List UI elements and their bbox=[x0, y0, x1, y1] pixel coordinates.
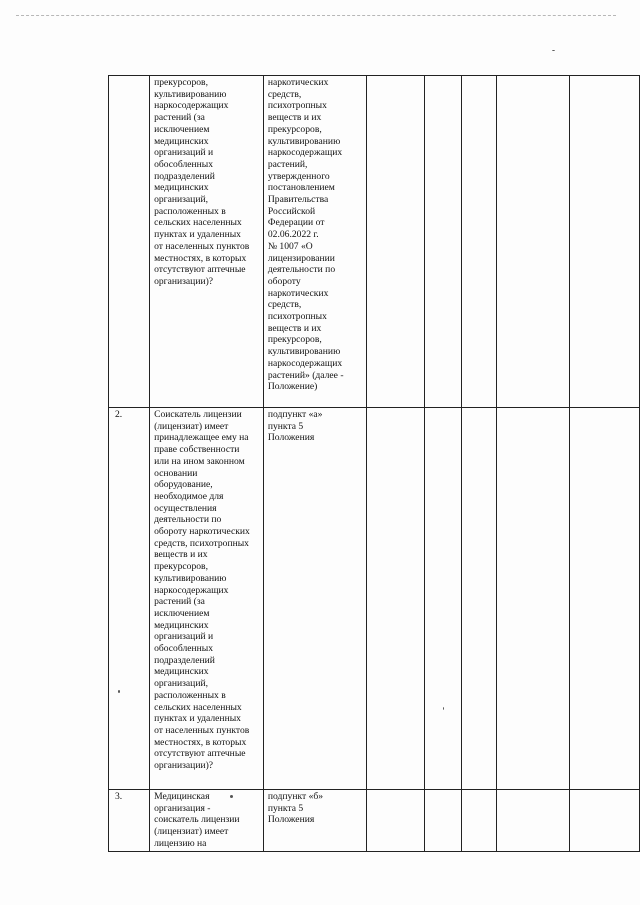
empty-cell bbox=[461, 76, 496, 408]
legal-reference: подпункт «б» пункта 5 Положения bbox=[263, 790, 366, 852]
empty-cell bbox=[461, 408, 496, 790]
requirements-table bbox=[108, 75, 640, 852]
row-number: 3. bbox=[109, 790, 150, 852]
empty-cell bbox=[367, 790, 425, 852]
empty-cell bbox=[367, 76, 425, 408]
scan-speck bbox=[552, 50, 555, 51]
row-number: 2. bbox=[109, 408, 150, 790]
empty-cell bbox=[570, 76, 640, 408]
requirement-text: Соискатель лицензии (лицензиат) имеет принадлежащее ему на праве собственности или на ином законном основании оборудование, необходимое для осуществления деятельности по обороту наркотических средств, психотропных веществ и их прекурсоров, культивированию наркосодержащих растений (за исключением медицинских организаций и обособленных подразделений медицинских организаций, расположенных в сельских населенных пунктах и удаленных от населенных пунктов местностях, в которых отсутствуют аптечные организации)? bbox=[150, 408, 264, 790]
scan-top-line bbox=[16, 15, 616, 16]
table-row bbox=[109, 76, 640, 408]
empty-cell bbox=[461, 790, 496, 852]
empty-cell bbox=[496, 408, 569, 790]
empty-cell bbox=[496, 790, 569, 852]
empty-cell bbox=[425, 408, 462, 790]
empty-cell bbox=[425, 76, 462, 408]
row-number bbox=[109, 76, 150, 408]
empty-cell bbox=[570, 408, 640, 790]
requirement-text: прекурсоров, культивированию наркосодержащих растений (за исключением медицинских организаций и обособленных подразделений медицинских организаций, расположенных в сельских населенных пунктах и удаленных от населенных пунктов местностях, в которых отсутствуют аптечные организации)? bbox=[150, 76, 264, 408]
empty-cell bbox=[425, 790, 462, 852]
table-row bbox=[109, 790, 640, 852]
requirement-text: Медицинская организация - соискатель лицензии (лицензиат) имеет лицензию на bbox=[150, 790, 264, 852]
empty-cell bbox=[367, 408, 425, 790]
legal-reference: подпункт «а» пункта 5 Положения bbox=[263, 408, 366, 790]
empty-cell bbox=[496, 76, 569, 408]
legal-reference: наркотических средств, психотропных веществ и их прекурсоров, культивированию наркосодержащих растений, утвержденного постановлением Правительства Российской Федерации от 02.06.2022 г. № 1007 «О лицензировании деятельности по обороту наркотических средств, психотропных веществ и их прекурсоров, культивированию наркосодержащих растений» (далее - Положение) bbox=[263, 76, 366, 408]
empty-cell bbox=[570, 790, 640, 852]
table-row bbox=[109, 408, 640, 790]
